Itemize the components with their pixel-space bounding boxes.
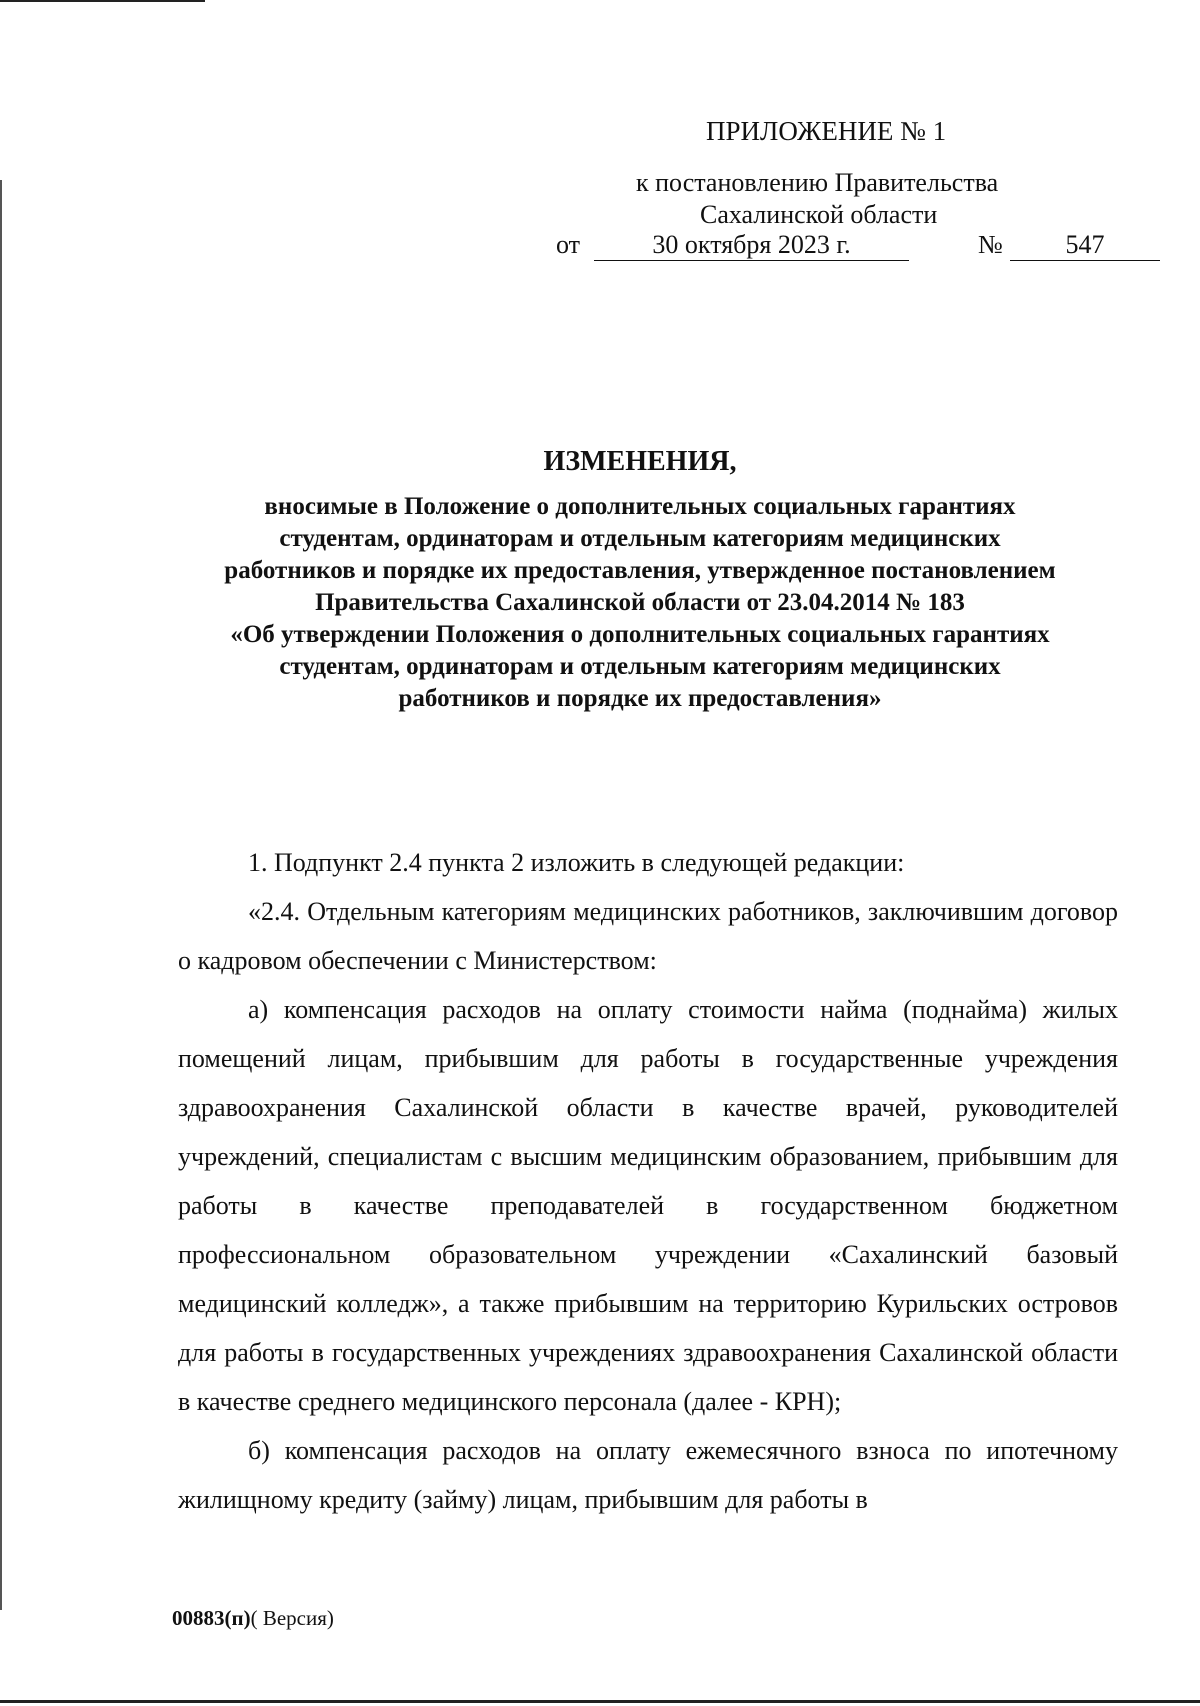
footer-code: 00883(п) [172,1606,251,1630]
appendix-region-line: Сахалинской области [700,200,938,229]
paragraph: 1. Подпункт 2.4 пункта 2 изложить в следующей редакции: [248,848,905,877]
document-body [178,838,1118,1524]
subheading-line: студентам, ординаторам и отдельным категориям медицинских [279,653,1001,680]
appendix-resolution-line: к постановлению Правительства [636,168,999,197]
number-label: № [978,230,1003,259]
paragraph: б) компенсация расходов на оплату ежемесячного взноса по ипотечному жилищному кредиту (займу) лицам, прибывшим для работы в [178,1436,1118,1514]
subheading-line: «Об утверждении Положения о дополнительных социальных гарантиях [230,621,1050,648]
date-prefix: от [556,230,581,259]
subheading-line: работников и порядке их предоставления» [398,685,882,712]
footer-version: ( Версия) [250,1606,334,1630]
subheading-line: вносимые в Положение о дополнительных социальных гарантиях [264,493,1016,520]
changes-subheading [160,491,1120,715]
resolution-number: 547 [1010,230,1160,261]
scan-edge-bottom [0,1700,1200,1703]
resolution-date: 30 октября 2023 г. [594,230,909,261]
subheading-line: Правительства Сахалинской области от 23.04.2014 № 183 [315,589,965,616]
appendix-title: ПРИЛОЖЕНИЕ № 1 [706,116,947,146]
scan-edge-left [0,180,2,1610]
paragraph: а) компенсация расходов на оплату стоимости найма (поднайма) жилых помещений лицам, прибывшим для работы в государственные учреждения здравоохранения Сахалинской области в качестве врачей, руководителей учреждений, специалистам с высшим медицинским образованием, прибывшим для работы в качестве преподавателей в государственном бюджетном профессиональном образовательном учреждении «Сахалинский базовый медицинский колледж», а также прибывшим на территорию Курильских островов для работы в государственных учреждениях здравоохранения Сахалинской области в качестве среднего медицинского персонала (далее - КРН); [178,995,1118,1416]
paragraph: «2.4. Отдельным категориям медицинских работников, заключившим договор о кадровом обеспечении с Министерством: [178,897,1118,975]
scan-edge-top [0,0,205,2]
changes-heading: ИЗМЕНЕНИЯ, [543,446,737,477]
subheading-line: студентам, ординаторам и отдельным категориям медицинских [279,525,1001,552]
document-footer [172,1606,334,1631]
subheading-line: работников и порядке их предоставления, утвержденное постановлением [224,557,1056,584]
